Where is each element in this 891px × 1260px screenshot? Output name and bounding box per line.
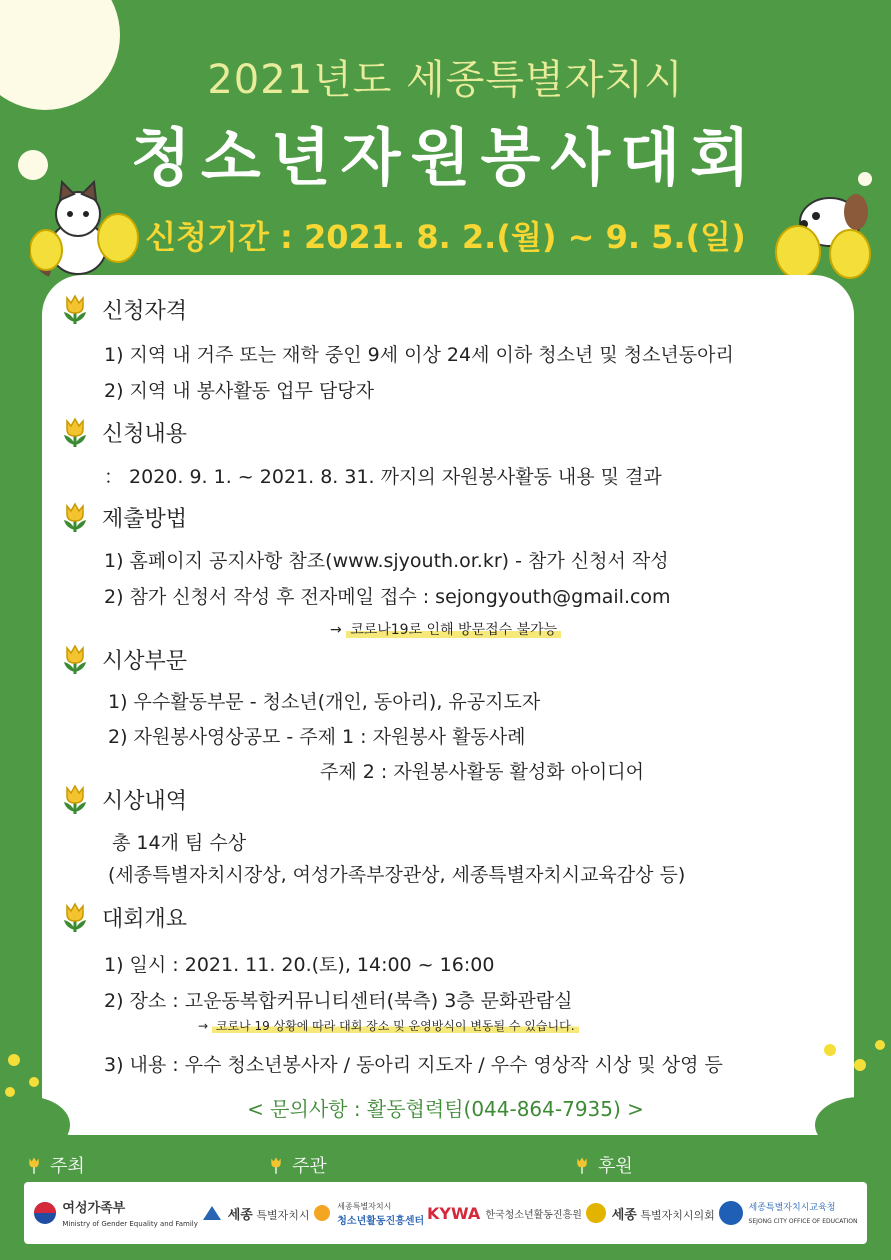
section-content <box>58 415 187 449</box>
taegeuk-icon <box>33 1201 57 1225</box>
dog-illustration <box>768 182 878 282</box>
sejong-icon <box>201 1202 223 1224</box>
tulip-icon <box>24 1154 44 1176</box>
host-tag: 주최 <box>24 1152 85 1178</box>
prizes-item-1: 총 14개 팀 수상 <box>112 832 247 854</box>
bush-decoration <box>800 1025 891 1140</box>
awards-item-3: 주제 2 : 자원봉사활동 활성화 아이디어 <box>320 761 644 783</box>
awards-item-2: 2) 자원봉사영상공모 - 주제 1 : 자원봉사 활동사례 <box>108 726 526 748</box>
section-overview <box>58 900 187 934</box>
section-heading: 제출방법 <box>102 506 188 532</box>
logo-sejong-education: 세종특별자치시교육청 SEJONG CITY OFFICE OF EDUCATION <box>718 1200 858 1226</box>
overview-item-2: 2) 장소 : 고운동복합커뮤니티센터(북측) 3층 문화관람실 <box>104 990 573 1012</box>
logo-kywa: KYWA 한국청소년활동진흥원 <box>427 1203 582 1223</box>
section-heading: 시상내역 <box>102 788 188 814</box>
page-title: 청소년자원봉사대회 <box>130 121 761 194</box>
overview-item-3: 3) 내용 : 우수 청소년봉사자 / 동아리 지도자 / 우수 영상작 시상 및 상영 등 <box>104 1054 723 1076</box>
covid-notice: 코로나19로 인해 방문접수 불가능 <box>346 622 561 638</box>
tulip-icon <box>572 1154 592 1176</box>
submission-item-1: 1) 홈페이지 공지사항 참조(www.sjyouth.or.kr) - 참가 신청서 작성 <box>104 550 669 572</box>
bush-decoration <box>0 1030 70 1140</box>
prizes-item-2: (세종특별자치시장상, 여성가족부장관상, 세종특별자치시교육감상 등) <box>108 864 686 886</box>
section-heading: 신청내용 <box>102 421 188 447</box>
logo-mogef: 여성가족부 Ministry of Gender Equality and Family <box>33 1197 198 1229</box>
section-prizes <box>58 782 187 816</box>
section-heading: 시상부문 <box>102 648 188 674</box>
eligibility-item-2: 2) 지역 내 봉사활동 업무 담당자 <box>104 380 374 402</box>
section-submission <box>58 500 187 534</box>
organizer-tag: 주관 <box>266 1152 327 1178</box>
submission-note <box>330 619 561 639</box>
tulip-icon <box>58 642 92 676</box>
section-heading: 대회개요 <box>102 906 188 932</box>
overview-note <box>198 1017 579 1034</box>
submission-item-2: 2) 참가 신청서 작성 후 전자메일 접수 : sejongyouth@gmail.com <box>104 586 671 608</box>
eligibility-item-1: 1) 지역 내 거주 또는 재학 중인 9세 이상 24세 이하 청소년 및 청소년동아리 <box>104 344 734 366</box>
title-line-1: 2021년도 세종특별자치시 <box>207 57 684 103</box>
tulip-icon <box>58 500 92 534</box>
logo-sejong-city: 세종 특별자치시 <box>201 1202 310 1224</box>
inquiry-contact: < 문의사항 : 활동협력팀(044-864-7935) > <box>247 1097 644 1121</box>
tulip-icon <box>58 415 92 449</box>
tulip-icon <box>58 782 92 816</box>
sun-icon <box>312 1203 332 1223</box>
council-emblem-icon <box>585 1202 607 1224</box>
arrow-icon: → <box>330 622 342 638</box>
sponsor-logos <box>24 1182 867 1244</box>
footer-tags <box>0 1146 891 1182</box>
cat-illustration <box>30 178 140 288</box>
tulip-icon <box>266 1154 286 1176</box>
application-period: 신청기간 : 2021. 8. 2.(월) ~ 9. 5.(일) <box>145 218 746 256</box>
arrow-icon: → <box>198 1019 209 1033</box>
covid-notice: 코로나 19 상황에 따라 대회 장소 및 운영방식이 변동될 수 있습니다. <box>212 1019 579 1033</box>
section-heading: 신청자격 <box>102 298 188 324</box>
awards-item-1: 1) 우수활동부문 - 청소년(개인, 동아리), 유공지도자 <box>108 691 541 713</box>
tulip-icon <box>58 292 92 326</box>
section-awards <box>58 642 187 676</box>
education-emblem-icon <box>718 1200 744 1226</box>
logo-sejong-council: 세종 특별자치시의회 <box>585 1202 715 1224</box>
overview-item-1: 1) 일시 : 2021. 11. 20.(토), 14:00 ~ 16:00 <box>104 954 495 976</box>
logo-youth-center: 세종특별자치시 청소년활동진흥센터 <box>312 1199 424 1227</box>
sponsor-tag: 후원 <box>572 1152 633 1178</box>
section-eligibility <box>58 292 187 326</box>
content-item-1: ： 2020. 9. 1. ~ 2021. 8. 31. 까지의 자원봉사활동 내용 및 결과 <box>104 466 662 488</box>
tulip-icon <box>58 900 92 934</box>
